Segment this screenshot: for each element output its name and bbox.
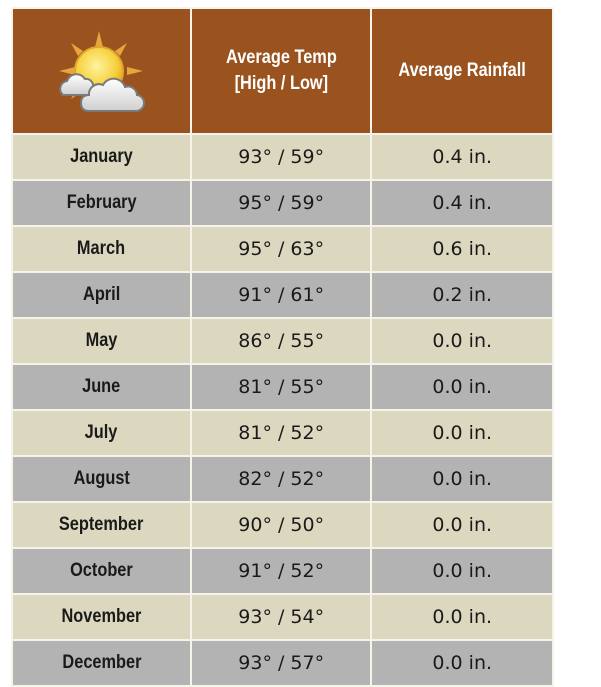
table-row [12, 410, 553, 456]
temp-cell: 95° / 59° [191, 180, 372, 226]
table-row [12, 502, 553, 548]
header-avg-temp-line2: [High / Low] [234, 73, 328, 94]
rain-cell: 0.0 in. [371, 502, 553, 548]
rain-cell: 0.6 in. [371, 226, 553, 272]
header-icon-cell [12, 8, 191, 134]
header-avg-rainfall-label: Average Rainfall [398, 60, 526, 81]
table-row [12, 456, 553, 502]
month-label: May [85, 330, 118, 351]
month-label: December [61, 652, 141, 673]
weather-table [11, 7, 554, 687]
rain-cell: 0.4 in. [371, 134, 553, 180]
table-row [12, 180, 553, 226]
table-row [12, 272, 553, 318]
temp-cell: 93° / 59° [191, 134, 372, 180]
rain-cell: 0.0 in. [371, 640, 553, 686]
rain-cell: 0.0 in. [371, 594, 553, 640]
month-label: April [82, 284, 121, 305]
partly-cloudy-sun-icon [51, 23, 151, 119]
rain-cell: 0.0 in. [371, 364, 553, 410]
temp-cell: 86° / 55° [191, 318, 372, 364]
temp-cell: 82° / 52° [191, 456, 372, 502]
temp-cell: 81° / 52° [191, 410, 372, 456]
month-cell [12, 226, 191, 272]
month-label: June [82, 376, 121, 397]
header-avg-temp-line1: Average Temp [225, 47, 337, 68]
temp-cell: 81° / 55° [191, 364, 372, 410]
month-cell [12, 640, 191, 686]
month-label: October [70, 560, 133, 581]
header-row [12, 8, 553, 134]
table-row [12, 640, 553, 686]
month-label: February [66, 192, 137, 213]
month-cell [12, 456, 191, 502]
header-avg-temp [191, 8, 372, 134]
month-cell [12, 134, 191, 180]
rain-cell: 0.0 in. [371, 318, 553, 364]
month-cell [12, 318, 191, 364]
rain-cell: 0.0 in. [371, 456, 553, 502]
table-row [12, 226, 553, 272]
table-row [12, 548, 553, 594]
temp-cell: 93° / 54° [191, 594, 372, 640]
month-label: August [73, 468, 130, 489]
month-cell [12, 180, 191, 226]
month-cell [12, 410, 191, 456]
temp-cell: 91° / 61° [191, 272, 372, 318]
rain-cell: 0.2 in. [371, 272, 553, 318]
rain-cell: 0.0 in. [371, 410, 553, 456]
month-cell [12, 548, 191, 594]
rain-cell: 0.0 in. [371, 548, 553, 594]
month-cell [12, 272, 191, 318]
table-row [12, 318, 553, 364]
table-row [12, 134, 553, 180]
temp-cell: 95° / 63° [191, 226, 372, 272]
temp-cell: 93° / 57° [191, 640, 372, 686]
month-cell [12, 364, 191, 410]
temp-cell: 90° / 50° [191, 502, 372, 548]
month-label: July [85, 422, 118, 443]
table-row [12, 364, 553, 410]
month-cell [12, 594, 191, 640]
month-label: September [59, 514, 144, 535]
temp-cell: 91° / 52° [191, 548, 372, 594]
month-cell [12, 502, 191, 548]
table-row [12, 594, 553, 640]
month-label: March [77, 238, 126, 259]
rain-cell: 0.4 in. [371, 180, 553, 226]
header-avg-rainfall [371, 8, 553, 134]
month-label: January [70, 146, 133, 167]
month-label: November [61, 606, 142, 627]
